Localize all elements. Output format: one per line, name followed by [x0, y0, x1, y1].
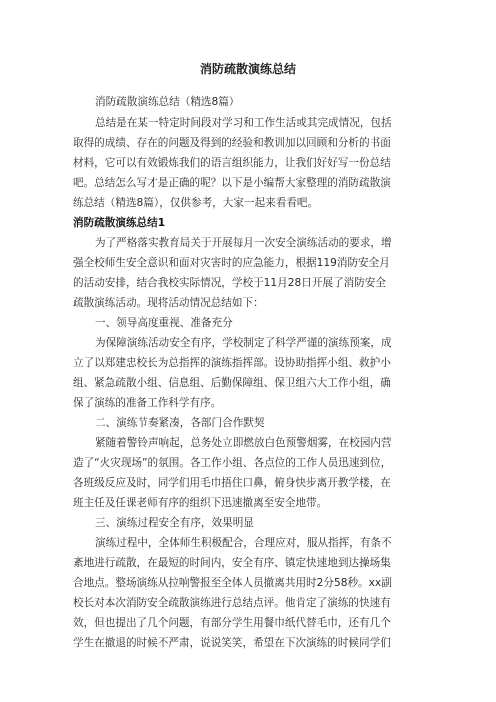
- para1-line-2: 强全校师生安全意识和面对灾害时的应急能力，根据119消防安全月: [73, 257, 390, 269]
- subtitle-line: 消防疏散演练总结（精选8篇）: [95, 96, 240, 108]
- intro-line-3: 材料，它可以有效锻炼我们的语言组织能力，让我们好好写一份总结: [73, 157, 391, 169]
- point2-line-3: 各班级反应及时，同学们用毛巾捂住口鼻，俯身快步离开教学楼，在: [73, 477, 391, 489]
- point1-line-4: 保了演练的准备工作科学有序。: [73, 397, 222, 409]
- intro-line-2: 取得的成绩、存在的问题及得到的经验和教训加以回顾和分析的书面: [73, 137, 391, 149]
- point3-line-1: 演练过程中，全体师生积极配合，合理应对，服从指挥，有条不: [95, 537, 392, 549]
- point1-line-1: 为保障演练活动安全有序，学校制定了科学严谨的演练预案，成: [95, 337, 392, 349]
- para1-line-3: 的活动安排，结合我校实际情况，学校于11月28日开展了消防安全: [73, 277, 386, 289]
- point2-line-1: 紧随着警铃声响起，总务处立即燃放白色预警烟雾，在校园内营: [95, 437, 392, 449]
- point-heading-2: 二、演练节奏紧凑，各部门合作默契: [95, 417, 265, 429]
- point2-line-4: 班主任及任课老师有序的组织下迅速撤离至安全地带。: [73, 497, 328, 509]
- intro-line-5: 练总结（精选8篇），仅供参考，大家一起来看看吧。: [73, 197, 319, 209]
- point3-line-6: 学生在撤退的时候不严肃，说说笑笑，希望在下次演练的时候同学们: [73, 637, 391, 649]
- point1-line-3: 组、紧急疏散小组、信息组、后勤保障组、保卫组六大工作小组，确: [73, 377, 391, 389]
- point3-line-2: 紊地进行疏散，在最短的时间内，安全有序、镇定快速地到达操场集: [73, 557, 391, 569]
- para1-line-4: 疏散演练活动。现将活动情况总结如下：: [73, 297, 264, 309]
- point-heading-3: 三、演练过程安全有序，效果明显: [95, 517, 254, 529]
- document-title: 消防疏散演练总结: [199, 62, 296, 76]
- intro-line-4: 吧。总结怎么写才是正确的呢？以下是小编帮大家整理的消防疏散演: [73, 177, 391, 189]
- point3-line-5: 效，但也提出了几个问题，有部分学生用餐巾纸代替毛巾，还有几个: [73, 617, 391, 629]
- point3-line-4: 校长对本次消防安全疏散演练进行总结点评。他肯定了演练的快速有: [73, 597, 391, 609]
- point3-line-3: 合地点。整场演练从拉响警报至全体人员撤离共用时2分58秒。xx副: [73, 577, 392, 589]
- para1-line-1: 为了严格落实教育局关于开展每月一次安全演练活动的要求，增: [95, 237, 392, 249]
- intro-line-1: 总结是在某一特定时间段对学习和工作生活或其完成情况，包括: [95, 117, 392, 129]
- section-heading: 消防疏散演练总结1: [73, 217, 166, 229]
- point1-line-2: 立了以郑建忠校长为总指挥的演练指挥部。设协助指挥小组、救护小: [73, 357, 391, 369]
- point2-line-2: 造了“火灾现场”的氛围。各工作小组、各点位的工作人员迅速到位，: [73, 457, 392, 469]
- point-heading-1: 一、领导高度重视、准备充分: [95, 317, 233, 329]
